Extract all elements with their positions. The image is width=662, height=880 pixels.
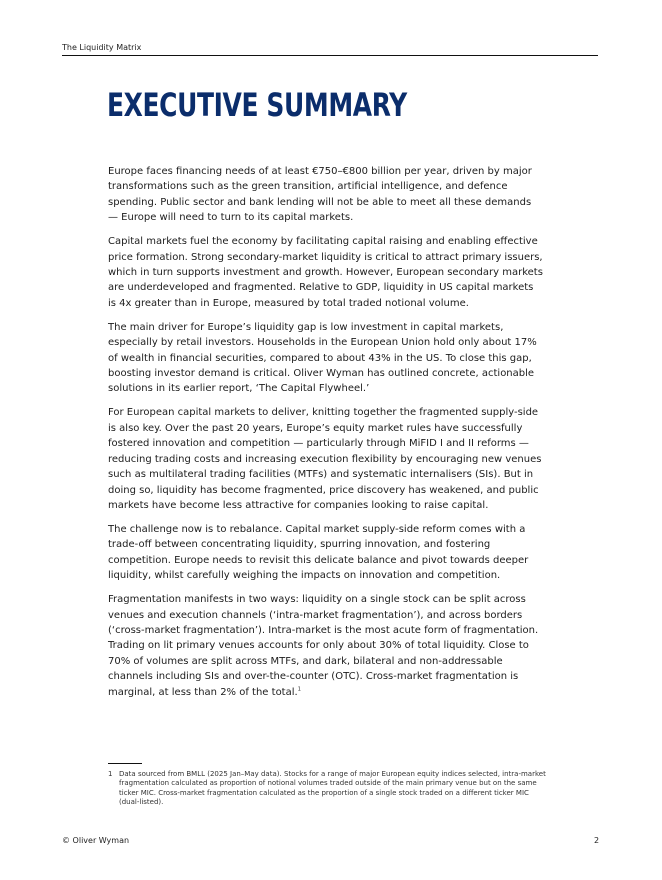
paragraph-5: The challenge now is to rebalance. Capital market supply-side reform comes with a trade-off between concentrating liquidity, spurring innovation, and fostering competition. Europe needs to revisit this delicate balance and pivot towards deeper liquidity, whilst carefully weighing the impacts on innovation and competition. (108, 523, 529, 582)
paragraph-4: For European capital markets to deliver, knitting together the fragmented supply-side is also key. Over the past 20 years, Europe’s equity market rules have successfully fostered innovation and competition — particularly through MiFID I and II reforms — reducing trading costs and increasing execution flexibility by encouraging new venues such as multilateral trading facilities (MTFs) and systematic internalisers (SIs). But in doing so, liquidity has become fragmented, price discovery has weakened, and public markets have become less attractive for companies looking to raise capital. (108, 407, 542, 511)
paragraph-3: The main driver for Europe’s liquidity gap is low investment in capital markets, especially by retail investors. Households in the European Union hold only about 17% of wealth in financial securities, compared to about 43% in the US. To close this gap, boosting investor demand is critical. Oliver Wyman has outlined concrete, actionable solutions in its earlier report, ‘The Capital Flywheel.’ (108, 321, 537, 395)
running-header: The Liquidity Matrix (62, 43, 142, 52)
paragraph-6 (108, 592, 544, 700)
footnote-text: Data sourced from BMLL (2025 Jan–May data). Stocks for a range of major European equity indices selected, intra-market fragmentation calculated as proportion of notional volumes traded outside of the main primary venue but on the same ticker MIC. Cross-market fragmentation calculated as the proportion of a single stock traded on a different ticker MIC (dual-listed). (119, 770, 546, 807)
header-divider (62, 55, 598, 56)
paragraph-1: Europe faces financing needs of at least €750–€800 billion per year, driven by major transformations such as the green transition, artificial intelligence, and defence spending. Public sector and bank lending will not be able to meet all these demands — Europe will need to turn to its capital markets. (108, 166, 532, 224)
paragraph-2: Capital markets fuel the economy by facilitating capital raising and enabling effective price formation. Strong secondary-market liquidity is critical to attract primary issuers, which in turn supports investment and growth. However, European secondary markets are underdeveloped and fragmented. Relative to GDP, liquidity in US capital markets is 4x greater than in Europe, measured by total traded notional volume. (108, 236, 543, 309)
footnote-divider (108, 763, 142, 764)
paragraph-6-text: Fragmentation manifests in two ways: liquidity on a single stock can be split across venues and execution channels (‘intra-market fragmentation’), and across borders (‘cross-market fragmentation’). Intra-market is the most acute form of fragmentation. Trading on lit primary venues accounts for only about 30% of total liquidity. Close to 70% of volumes are split across MTFs, and dark, bilateral and non-addressable channels including SIs and over-the-counter (OTC). Cross-market fragmentation is marginal, at less than 2% of the total. (108, 594, 539, 698)
page-number: 2 (594, 836, 600, 845)
footer-copyright: © Oliver Wyman (62, 836, 130, 845)
footnote (108, 770, 548, 808)
body-text (108, 164, 544, 709)
page-title: EXECUTIVE SUMMARY (107, 86, 407, 124)
footnote-reference[interactable]: 1 (297, 686, 301, 693)
footnote-number: 1 (108, 770, 113, 778)
